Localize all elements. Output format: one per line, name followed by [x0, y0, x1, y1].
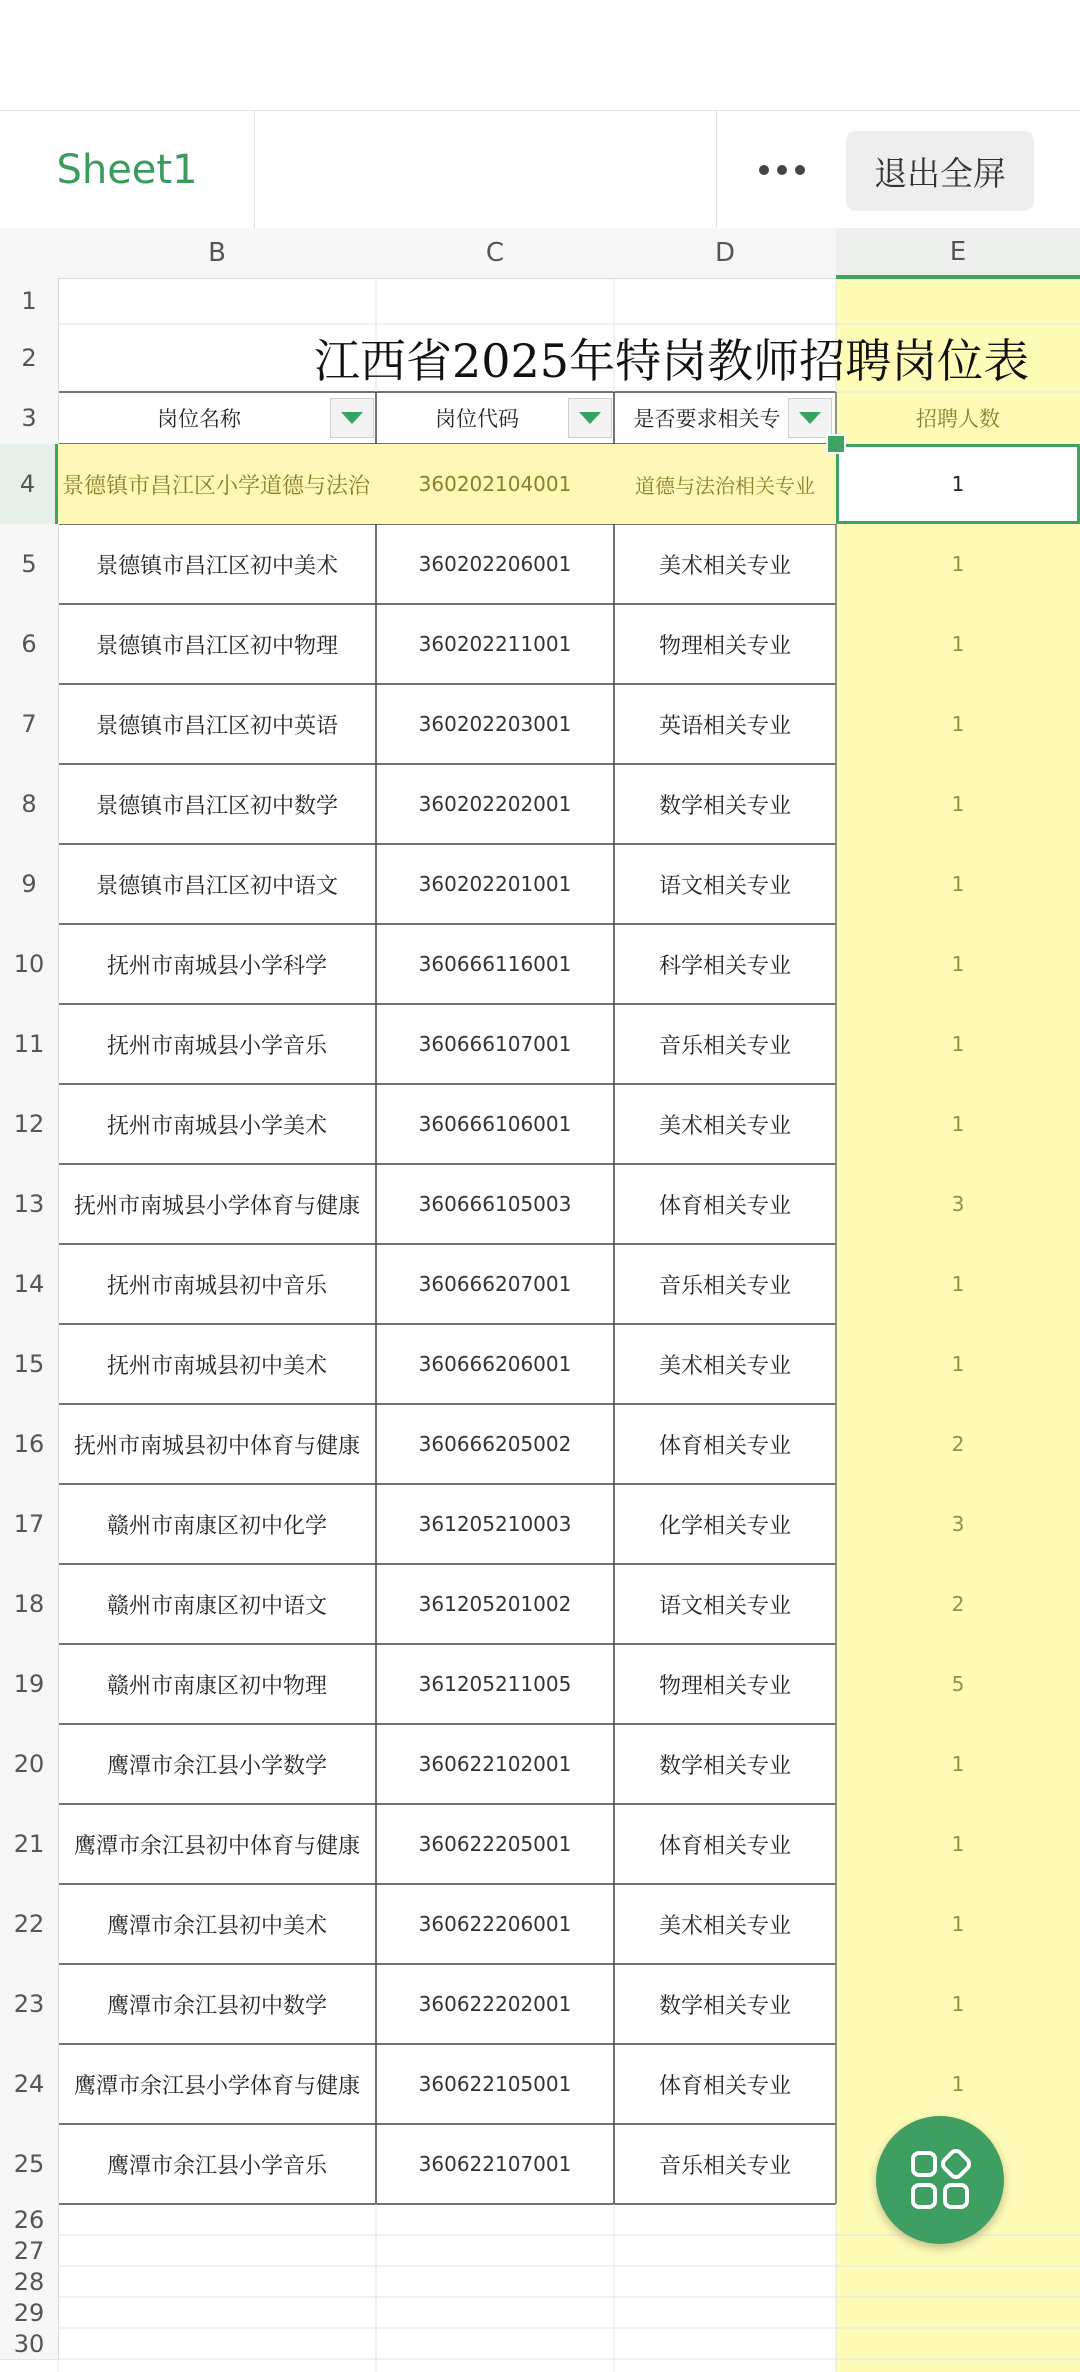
cell-count[interactable]: 1 — [951, 1752, 965, 1776]
cell-major[interactable]: 美术相关专业 — [658, 1913, 791, 1939]
row-header-12[interactable]: 12 — [0, 1084, 59, 1165]
row-header-9[interactable]: 9 — [0, 844, 59, 925]
filter-b-chevron-down-icon[interactable] — [330, 398, 374, 438]
cell-count[interactable]: 5 — [951, 1672, 965, 1696]
cell-count[interactable]: 2 — [951, 1592, 965, 1616]
row-header-27[interactable]: 27 — [0, 2235, 59, 2267]
cell-name[interactable]: 景德镇市昌江区初中语文 — [95, 873, 338, 899]
cell-code[interactable]: 360622105001 — [418, 2072, 572, 2096]
cell-count[interactable]: 1 — [951, 792, 965, 816]
cell-count[interactable]: 1 — [951, 1352, 965, 1376]
row-header-3[interactable]: 3 — [0, 392, 59, 445]
cell-count[interactable]: 1 — [951, 872, 965, 896]
sheet-title[interactable]: 江西省2025年特岗教师招聘岗位表 — [314, 334, 1030, 388]
cell-code[interactable]: 360202203001 — [418, 712, 572, 736]
filter-d-chevron-down-icon[interactable] — [788, 398, 832, 438]
row-header-14[interactable]: 14 — [0, 1244, 59, 1325]
cell-major[interactable]: 物理相关专业 — [658, 633, 791, 659]
cell-code[interactable]: 361205211005 — [418, 1672, 572, 1696]
cell-count[interactable]: 1 — [951, 2072, 965, 2096]
row-header-2[interactable]: 2 — [0, 324, 59, 393]
cell-code[interactable]: 360202211001 — [418, 632, 572, 656]
cell-major[interactable]: 道德与法治相关专业 — [614, 444, 836, 524]
row-header-23[interactable]: 23 — [0, 1964, 59, 2045]
row-header-5[interactable]: 5 — [0, 524, 59, 605]
cell-name[interactable]: 景德镇市昌江区小学道德与法治 — [58, 444, 376, 524]
cell-code[interactable]: 361205201002 — [418, 1592, 572, 1616]
row-header-4[interactable]: 4 — [0, 444, 59, 525]
cell-name[interactable]: 赣州市南康区初中语文 — [106, 1593, 327, 1619]
cell-code[interactable]: 360202104001 — [376, 444, 614, 524]
cell-major[interactable]: 化学相关专业 — [658, 1513, 791, 1539]
cell-name[interactable]: 抚州市南城县小学音乐 — [106, 1033, 327, 1059]
cell-major[interactable]: 体育相关专业 — [658, 1193, 791, 1219]
row-header-16[interactable]: 16 — [0, 1404, 59, 1485]
row-header-26[interactable]: 26 — [0, 2204, 59, 2236]
cell-count[interactable]: 3 — [951, 1192, 965, 1216]
row-header-11[interactable]: 11 — [0, 1004, 59, 1085]
row-header-15[interactable]: 15 — [0, 1324, 59, 1405]
cell-major[interactable]: 美术相关专业 — [658, 1113, 791, 1139]
cell-major[interactable]: 体育相关专业 — [658, 1833, 791, 1859]
row-header-20[interactable]: 20 — [0, 1724, 59, 1805]
fill-handle[interactable] — [826, 434, 846, 454]
cell-name[interactable]: 抚州市南城县初中体育与健康 — [73, 1433, 360, 1459]
row-header-18[interactable]: 18 — [0, 1564, 59, 1645]
row-header-25[interactable]: 25 — [0, 2124, 59, 2205]
cell-code[interactable]: 360622205001 — [418, 1832, 572, 1856]
cell-code[interactable]: 360666207001 — [418, 1272, 572, 1296]
row-header-1[interactable]: 1 — [0, 278, 59, 325]
cell-count[interactable]: 1 — [951, 1032, 965, 1056]
cell-count[interactable]: 1 — [951, 1912, 965, 1936]
cell-major[interactable]: 美术相关专业 — [658, 553, 791, 579]
cell-count[interactable]: 1 — [951, 1832, 965, 1856]
cell-code[interactable]: 360666205002 — [418, 1432, 572, 1456]
cell-code[interactable]: 360666107001 — [418, 1032, 572, 1056]
cell-count[interactable]: 1 — [951, 1992, 965, 2016]
cell-major[interactable]: 体育相关专业 — [658, 1433, 791, 1459]
row-header-8[interactable]: 8 — [0, 764, 59, 845]
row-header-22[interactable]: 22 — [0, 1884, 59, 1965]
cell-count[interactable]: 3 — [951, 1512, 965, 1536]
header-e[interactable]: 招聘人数 — [916, 407, 1000, 431]
cell-major[interactable]: 物理相关专业 — [658, 1673, 791, 1699]
cell-name[interactable]: 鹰潭市余江县小学音乐 — [106, 2153, 327, 2179]
filter-c-chevron-down-icon[interactable] — [568, 398, 612, 438]
row-header-28[interactable]: 28 — [0, 2266, 59, 2298]
column-header-d[interactable]: D — [614, 228, 837, 279]
cell-count[interactable]: 1 — [951, 1272, 965, 1296]
column-header-b[interactable]: B — [58, 228, 377, 279]
cell-name[interactable]: 鹰潭市余江县小学体育与健康 — [73, 2073, 360, 2099]
cell-code[interactable]: 360622102001 — [418, 1752, 572, 1776]
header-d[interactable]: 是否要求相关专 — [633, 407, 781, 431]
row-header-19[interactable]: 19 — [0, 1644, 59, 1725]
cell-code[interactable]: 360622202001 — [418, 1992, 572, 2016]
row-header-13[interactable]: 13 — [0, 1164, 59, 1245]
cell-major[interactable]: 数学相关专业 — [658, 1993, 791, 2019]
cell-code[interactable]: 360666206001 — [418, 1352, 572, 1376]
select-all-corner[interactable] — [0, 228, 59, 279]
cell-name[interactable]: 鹰潭市余江县初中美术 — [106, 1913, 327, 1939]
cell-name[interactable]: 抚州市南城县小学科学 — [106, 953, 327, 979]
cell-major[interactable]: 数学相关专业 — [658, 1753, 791, 1779]
cell-name[interactable]: 抚州市南城县初中美术 — [106, 1353, 327, 1379]
cell-major[interactable]: 语文相关专业 — [658, 873, 791, 899]
cell-code[interactable]: 360666105003 — [418, 1192, 572, 1216]
column-header-c[interactable]: C — [376, 228, 615, 279]
cell-name[interactable]: 鹰潭市余江县初中体育与健康 — [73, 1833, 360, 1859]
row-header-21[interactable]: 21 — [0, 1804, 59, 1885]
row-header-17[interactable]: 17 — [0, 1484, 59, 1565]
row-header-29[interactable]: 29 — [0, 2297, 59, 2329]
cell-count[interactable]: 1 — [836, 444, 1080, 524]
header-b[interactable]: 岗位名称 — [157, 407, 241, 431]
cell-major[interactable]: 音乐相关专业 — [658, 1273, 791, 1299]
cell-code[interactable]: 360202206001 — [418, 552, 572, 576]
cell-name[interactable]: 鹰潭市余江县小学数学 — [106, 1753, 327, 1779]
cell-count[interactable]: 2 — [951, 1432, 965, 1456]
cell-name[interactable]: 景德镇市昌江区初中英语 — [95, 713, 338, 739]
cell-name[interactable]: 赣州市南康区初中化学 — [106, 1513, 327, 1539]
cell-count[interactable]: 1 — [951, 552, 965, 576]
cell-name[interactable]: 景德镇市昌江区初中美术 — [95, 553, 338, 579]
cell-name[interactable]: 抚州市南城县小学美术 — [106, 1113, 327, 1139]
cell-major[interactable]: 科学相关专业 — [658, 953, 791, 979]
cell-name[interactable]: 鹰潭市余江县初中数学 — [106, 1993, 327, 2019]
cell-code[interactable]: 360666106001 — [418, 1112, 572, 1136]
cell-count[interactable]: 1 — [951, 712, 965, 736]
apps-grid-icon[interactable] — [876, 2116, 1004, 2244]
header-c[interactable]: 岗位代码 — [435, 407, 519, 431]
cell-count[interactable]: 1 — [951, 632, 965, 656]
cell-code[interactable]: 361205210003 — [418, 1512, 572, 1536]
column-header-e[interactable]: E — [836, 228, 1080, 279]
cell-name[interactable]: 景德镇市昌江区初中数学 — [95, 793, 338, 819]
cell-major[interactable]: 英语相关专业 — [658, 713, 791, 739]
cell-code[interactable]: 360202202001 — [418, 792, 572, 816]
sheet-tab[interactable]: Sheet1 — [0, 111, 255, 229]
cell-name[interactable]: 抚州市南城县小学体育与健康 — [73, 1193, 360, 1219]
cell-code[interactable]: 360666116001 — [418, 952, 572, 976]
row-header-30[interactable]: 30 — [0, 2328, 59, 2360]
cell-major[interactable]: 美术相关专业 — [658, 1353, 791, 1379]
cell-code[interactable]: 360622107001 — [418, 2152, 572, 2176]
cell-major[interactable]: 音乐相关专业 — [658, 2153, 791, 2179]
row-header-10[interactable]: 10 — [0, 924, 59, 1005]
cell-major[interactable]: 数学相关专业 — [658, 793, 791, 819]
row-header-6[interactable]: 6 — [0, 604, 59, 685]
cell-major[interactable]: 体育相关专业 — [658, 2073, 791, 2099]
cell-code[interactable]: 360622206001 — [418, 1912, 572, 1936]
cell-name[interactable]: 赣州市南康区初中物理 — [106, 1673, 327, 1699]
cell-major[interactable]: 语文相关专业 — [658, 1593, 791, 1619]
cell-name[interactable]: 抚州市南城县初中音乐 — [106, 1273, 327, 1299]
cell-name[interactable]: 景德镇市昌江区初中物理 — [95, 633, 338, 659]
cell-count[interactable]: 1 — [951, 1112, 965, 1136]
cell-major[interactable]: 音乐相关专业 — [658, 1033, 791, 1059]
row-header-24[interactable]: 24 — [0, 2044, 59, 2125]
cell-code[interactable]: 360202201001 — [418, 872, 572, 896]
row-header-7[interactable]: 7 — [0, 684, 59, 765]
cell-count[interactable]: 1 — [951, 952, 965, 976]
exit-fullscreen-button[interactable]: 退出全屏 — [846, 131, 1034, 211]
